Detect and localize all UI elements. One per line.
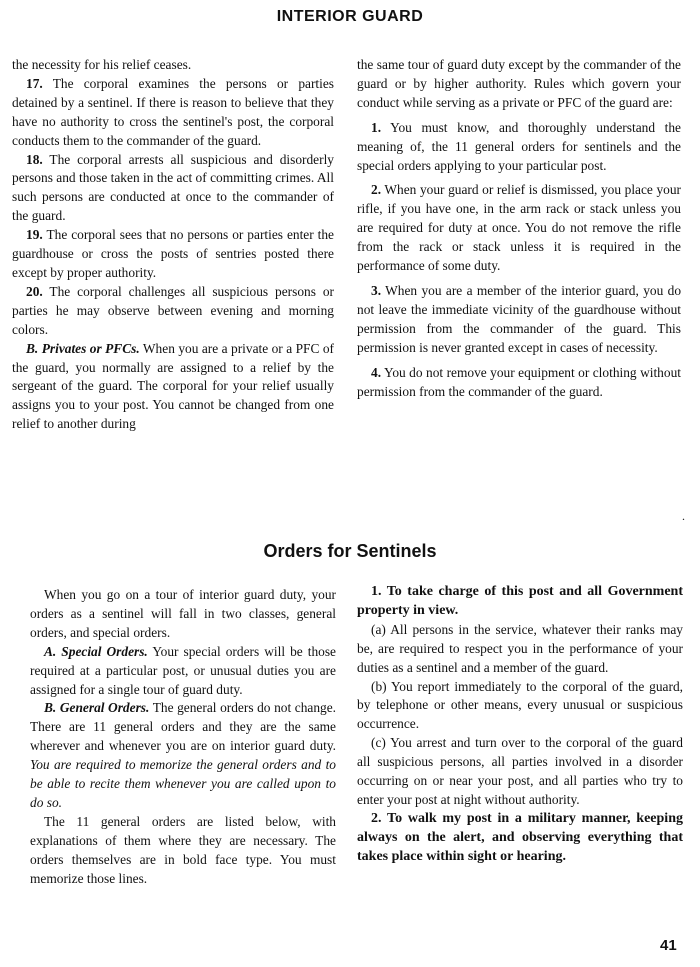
paragraph-18 [12, 151, 334, 227]
item-number: 3. [371, 282, 382, 298]
order-1-item-c: (c) You arrest and turn over to the corporal of the guard all suspicious persons, all parties involved in a disorder occurring on or near your post, and all parties who try to enter your post at night without authority. [357, 735, 683, 807]
page-number: 41 [660, 937, 677, 954]
subsection-heading: B. General Orders. [44, 700, 150, 716]
bottom-left-column [30, 586, 336, 889]
paragraph-text: When you are a member of the interior guard, you do not leave the immediate vicinity of the guardhouse without permission from the commander of the guard. This permission is never granted except in cases of necessity. [357, 282, 682, 355]
paragraph-emphasis: You are required to memorize the general orders and to be able to recite them whenever you are called upon to do so. [30, 757, 336, 810]
item-number: 20. [26, 283, 43, 299]
paragraph-eleven-orders: The 11 general orders are listed below, with explanations of them where they are necessary. The orders themselves are in bold face type. You must memorize those lines. [30, 813, 336, 886]
rule-3 [357, 282, 681, 358]
rule-2 [357, 181, 681, 276]
order-1-item-b: (b) You report immediately to the corporal of the guard, by telephone or other means, every unusual or suspicious occurrence. [357, 678, 683, 732]
item-number: 4. [371, 364, 382, 380]
paragraph-privates [12, 340, 334, 435]
paragraph-text: You must know, and thoroughly understand the meaning of, the 11 general orders for sentinels and the special orders applying to your particular post. [357, 119, 681, 173]
paragraph-text: The corporal sees that no persons or parties enter the guardhouse or cross the posts of sentries posted there except by proper authority. [12, 227, 334, 280]
bottom-right-column [357, 583, 683, 867]
paragraph-19 [12, 226, 334, 283]
paragraph-17 [12, 75, 334, 151]
general-order-2: 2. To walk my post in a military manner, keeping always on the alert, and observing everything that takes place within sight or hearing. [357, 810, 683, 864]
paragraph-text: You do not remove your equipment or clothing without permission from the commander of the guard. [357, 364, 681, 399]
paragraph-continued: the same tour of guard duty except by the commander of the guard or by higher authority. Rules which govern your conduct while serving as a private or PFC of the guard are: [357, 57, 681, 110]
item-number: 2. [371, 182, 382, 198]
paragraph-text: The corporal examines the persons or parties detained by a sentinel. If there is reason to believe that they have no authority to cross the sentinel's post, the corporal conducts them to the commander of the guard. [12, 75, 335, 148]
item-number: 1. [371, 119, 382, 135]
paragraph-special-orders [30, 643, 336, 700]
paragraph-20 [12, 283, 334, 340]
top-right-column [357, 56, 681, 401]
item-number: 19. [26, 227, 43, 243]
paragraph-text: When you are a private or a PFC of the guard, you normally are assigned to a relief by the sergeant of the guard. The corporal for your relief usually assigns you to your post. You cannot be changed from one relief to another during [12, 340, 334, 432]
running-header: INTERIOR GUARD [276, 8, 424, 25]
stray-mark: . [682, 509, 685, 523]
item-number: 17. [26, 75, 43, 91]
paragraph-general-orders [30, 699, 336, 812]
subsection-heading: B. Privates or PFCs. [26, 340, 140, 356]
paragraph-text: Your special orders will be those required at a particular post, or unusual duties you are assigned for a single tour of guard duty. [30, 643, 337, 697]
paragraph-text: The corporal arrests all suspicious and disorderly persons and those taken in the act of committing crimes. All such persons are conducted at once to the commander of the guard. [12, 151, 335, 224]
general-order-1: 1. To take charge of this post and all Government property in view. [357, 584, 683, 618]
paragraph-intro: When you go on a tour of interior guard duty, your orders as a sentinel will fall in two classes, general orders, and special orders. [30, 587, 336, 640]
paragraph-text: The corporal challenges all suspicious persons or parties he may observe between evening and morning colors. [12, 283, 335, 337]
paragraph-continued: the necessity for his relief ceases. [12, 57, 192, 72]
order-1-item-a: (a) All persons in the service, whatever their ranks may be, are required to respect you in the performance of your duties as a sentinel and a member of the guard. [357, 621, 683, 675]
paragraph-text: The general orders do not change. There are 11 general orders and they are the same wherever and whenever you are on interior guard duty. [30, 700, 337, 754]
section-heading: Orders for Sentinels [263, 541, 437, 561]
top-left-column [12, 56, 334, 434]
subsection-heading: A. Special Orders. [44, 643, 148, 659]
rule-4 [357, 364, 681, 402]
rule-1 [357, 119, 681, 176]
item-number: 18. [26, 151, 43, 167]
paragraph-text: When your guard or relief is dismissed, you place your rifle, if you have one, in the arm rack or stack unless you are required for duty at once. You do not remove the rifle from the rack or stack unless it is required in the performance of some duty. [357, 182, 682, 274]
